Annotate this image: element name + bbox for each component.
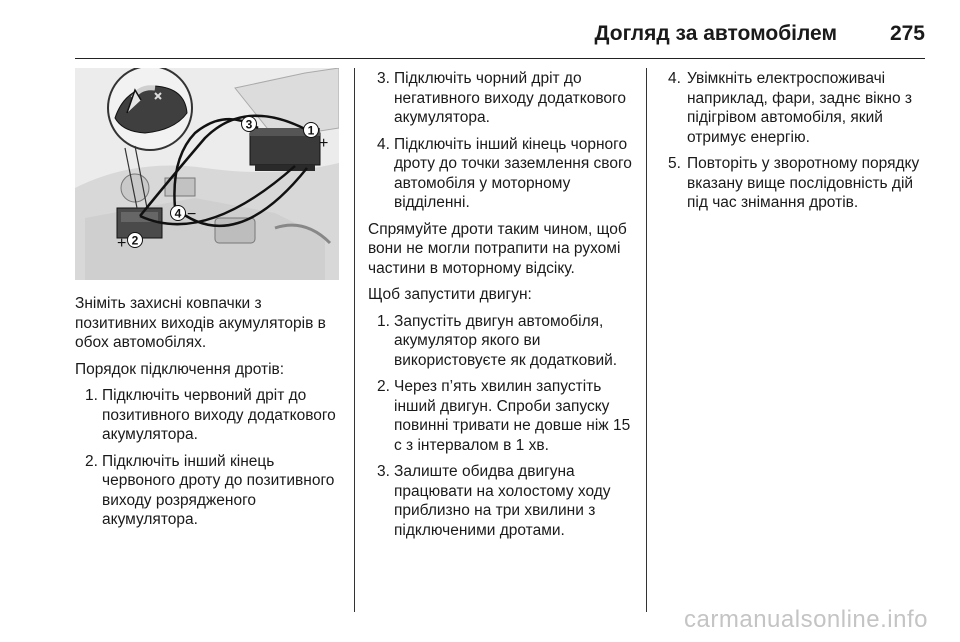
order-heading: Порядок підключення дротів: — [75, 360, 285, 378]
connection-steps-list-continued — [368, 69, 638, 213]
step-text: Повторіть у зворотному порядку вказану вище послідовність дій під час знімання дротів. — [687, 155, 920, 211]
step-text: Підключіть червоний дріт до позитивного виходу додаткового акумулятора. — [102, 387, 336, 443]
column-2 — [368, 69, 638, 547]
step-number: 3. — [377, 70, 390, 87]
intro-paragraph: Зніміть захисні ковпачки з позитивних виходів акумуляторів в обох автомобілях. — [75, 295, 326, 351]
jump-start-illustration — [75, 68, 339, 280]
column-divider-2 — [646, 68, 647, 612]
step-number: 4. — [668, 70, 681, 87]
list-item — [377, 135, 638, 213]
callout-1-label: 1 — [307, 123, 315, 138]
engine-bay-drawing — [75, 68, 339, 280]
step-text: Запустіть двигун автомобіля, акумулятор якого ви використовуєте як додатковий. — [394, 312, 618, 369]
list-item — [377, 312, 638, 371]
minus-sign-ground: − — [187, 206, 197, 223]
header-divider — [75, 58, 925, 59]
plus-sign-battery: + — [319, 135, 329, 152]
step-number: 1. — [377, 312, 390, 330]
list-item — [668, 69, 930, 147]
step-text: Увімкніть електроспоживачі наприклад, фари, заднє вікно з підігрівом автомобіля, який отримує енергію. — [687, 70, 912, 146]
list-item — [668, 154, 930, 213]
page-header — [0, 22, 925, 52]
site-watermark: carmanualsonline.info — [684, 606, 928, 633]
plus-sign-jump-point: + — [117, 235, 127, 252]
minus-sign-battery: − — [255, 109, 265, 126]
list-item — [377, 377, 638, 455]
step-text: Підключіть чорний дріт до негативного виходу додаткового акумулятора. — [394, 70, 626, 126]
step-number: 2. — [377, 378, 390, 395]
step-number: 1. — [85, 387, 98, 404]
list-item — [85, 386, 343, 445]
callout-2-label: 2 — [131, 233, 139, 248]
step-text: Через п’ять хвилин запустіть інший двигун. Спроби запуску повинні тривати не довше ніж 15 с з інтервалом в 1 хв. — [394, 378, 631, 454]
list-item — [377, 69, 638, 128]
step-number: 4. — [377, 135, 390, 153]
section-title: Догляд за автомобілем — [594, 22, 837, 45]
start-heading: Щоб запустити двигун: — [368, 286, 532, 303]
start-steps-list — [368, 312, 638, 541]
step-text: Підключіть інший кінець червоного дроту до позитивного виходу розрядженого акумулятора. — [102, 452, 335, 528]
column-3 — [668, 69, 930, 220]
step-number: 2. — [85, 452, 98, 470]
callout-3-label: 3 — [245, 117, 253, 132]
callout-4-label: 4 — [174, 206, 182, 221]
list-item — [85, 452, 343, 530]
step-text: Залиште обидва двигуна працювати на холостому ходу приблизно на три хвилини з підключеними дротами. — [394, 463, 611, 539]
connection-steps-list — [75, 386, 343, 530]
step-text: Підключіть інший кінець чорного дроту до точки заземлення свого автомобіля у моторному відділенні. — [394, 135, 632, 211]
routing-note: Спрямуйте дроти таким чином, щоб вони не могли потрапити на рухомі частини в моторному відсіку. — [368, 220, 627, 277]
post-start-steps-list — [668, 69, 930, 213]
list-item — [377, 462, 638, 540]
column-divider-1 — [354, 68, 355, 612]
step-number: 5. — [668, 155, 681, 172]
page-number: 275 — [889, 22, 925, 45]
column-1 — [75, 294, 343, 537]
step-number: 3. — [377, 463, 390, 480]
